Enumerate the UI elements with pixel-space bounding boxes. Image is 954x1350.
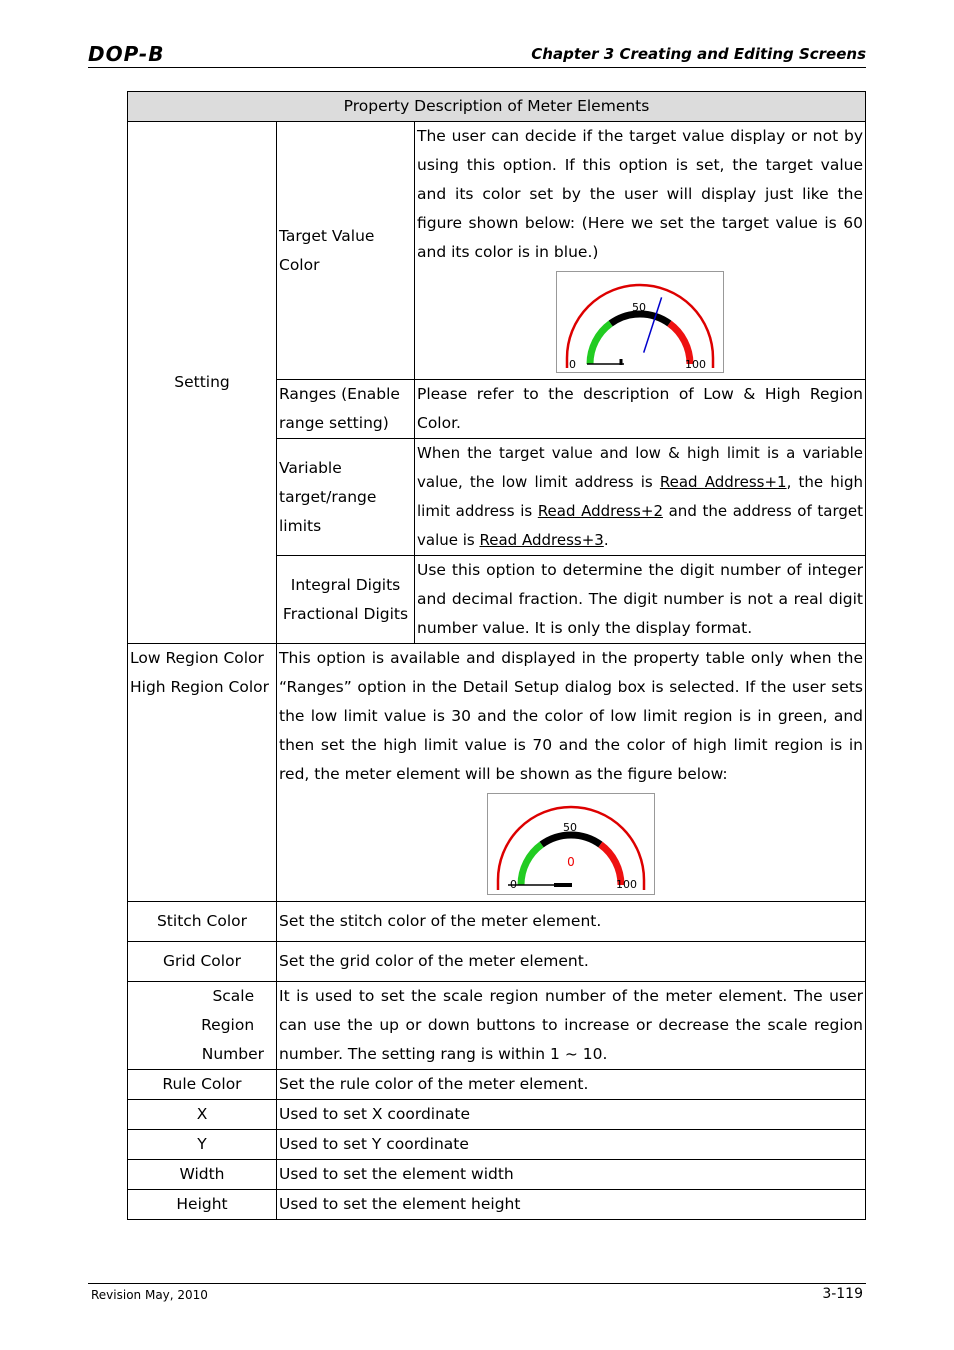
ranges-desc: Please refer to the description of Low & High Region Color. (415, 380, 866, 439)
target-gauge-figure (556, 271, 724, 373)
chapter-title: Chapter 3 Creating and Editing Screens (531, 45, 866, 63)
table-title: Property Description of Meter Elements (128, 92, 866, 122)
gauge-target-line (644, 297, 662, 352)
target-value-color-desc: The user can decide if the target value display or not by using this option. If this option is set, the target value and its color set by the user will display just like the figure shown below: (Here we set the target value is 60 and its color is in blue.) (417, 127, 863, 261)
gauge-label-mid: 50 (632, 301, 646, 314)
height-label: Height (128, 1190, 277, 1220)
region-color-label: Low Region Color High Region Color (128, 644, 277, 902)
page-number: 3-119 (822, 1286, 863, 1302)
stitch-color-label: Stitch Color (128, 902, 277, 942)
rule-color-desc: Set the rule color of the meter element. (277, 1070, 866, 1100)
x-desc: Used to set X coordinate (277, 1100, 866, 1130)
gauge-label-min: 0 (569, 358, 576, 371)
target-value-color-label: Target Value Color (277, 122, 415, 380)
variable-limits-desc: When the target value and low & high limit is a variable value, the low limit address is Read Address+1, the high limit address is Read Address+2 and the address of target value is Read Address+3. (415, 439, 866, 556)
target-value-color-desc-cell (415, 122, 866, 380)
setting-label: Setting (128, 122, 277, 644)
ranges-label: Ranges (Enable range setting) (277, 380, 415, 439)
rule-color-label: Rule Color (128, 1070, 277, 1100)
revision-text: Revision May, 2010 (91, 1288, 208, 1302)
meter-properties-table (127, 91, 866, 1220)
region-gauge-figure (487, 793, 655, 895)
digits-desc: Use this option to determine the digit number of integer and decimal fraction. The digit number is not a real digit number value. It is only the display format. (415, 556, 866, 644)
grid-color-desc: Set the grid color of the meter element. (277, 942, 866, 982)
read-address-2-link: Read Address+2 (537, 502, 663, 520)
stitch-color-desc: Set the stitch color of the meter element. (277, 902, 866, 942)
gauge-label-mid: 50 (563, 821, 577, 834)
scale-region-number-label: Scale Region Number (128, 982, 277, 1070)
height-desc: Used to set the element height (277, 1190, 866, 1220)
width-desc: Used to set the element width (277, 1160, 866, 1190)
y-desc: Used to set Y coordinate (277, 1130, 866, 1160)
variable-limits-label: Variable target/range limits (277, 439, 415, 556)
width-label: Width (128, 1160, 277, 1190)
scale-region-number-desc: It is used to set the scale region number of the meter element. The user can use the up or down buttons to increase or decrease the scale region number. The setting rang is within 1 ~ 10. (277, 982, 866, 1070)
x-label: X (128, 1100, 277, 1130)
y-label: Y (128, 1130, 277, 1160)
gauge-label-max: 100 (685, 358, 706, 371)
gauge-low-region (590, 324, 611, 365)
page-header (88, 40, 866, 68)
gauge-low-region (521, 845, 542, 886)
dop-b-logo: DOP-B (88, 42, 165, 66)
region-color-desc-cell (277, 644, 866, 902)
gauge-label-max: 100 (616, 878, 637, 891)
gauge-label-min: 0 (510, 878, 517, 891)
read-address-3-link: Read Address+3 (479, 531, 604, 549)
page-footer (88, 1283, 866, 1302)
digits-label: Integral Digits Fractional Digits (277, 556, 415, 644)
region-color-desc: This option is available and displayed in the property table only when the “Ranges” option in the Detail Setup dialog box is selected. If the user sets the low limit value is 30 and the color of low limit region is in green, and then set the high limit value is 70 and the color of high limit region is in red, the meter element will be shown as the figure below: (279, 649, 863, 783)
read-address-1-link: Read Address+1 (659, 473, 787, 491)
gauge-value-readout: 0 (567, 855, 575, 869)
gauge-scale-arc (542, 835, 601, 845)
grid-color-label: Grid Color (128, 942, 277, 982)
gauge-scale-arc (611, 314, 670, 324)
